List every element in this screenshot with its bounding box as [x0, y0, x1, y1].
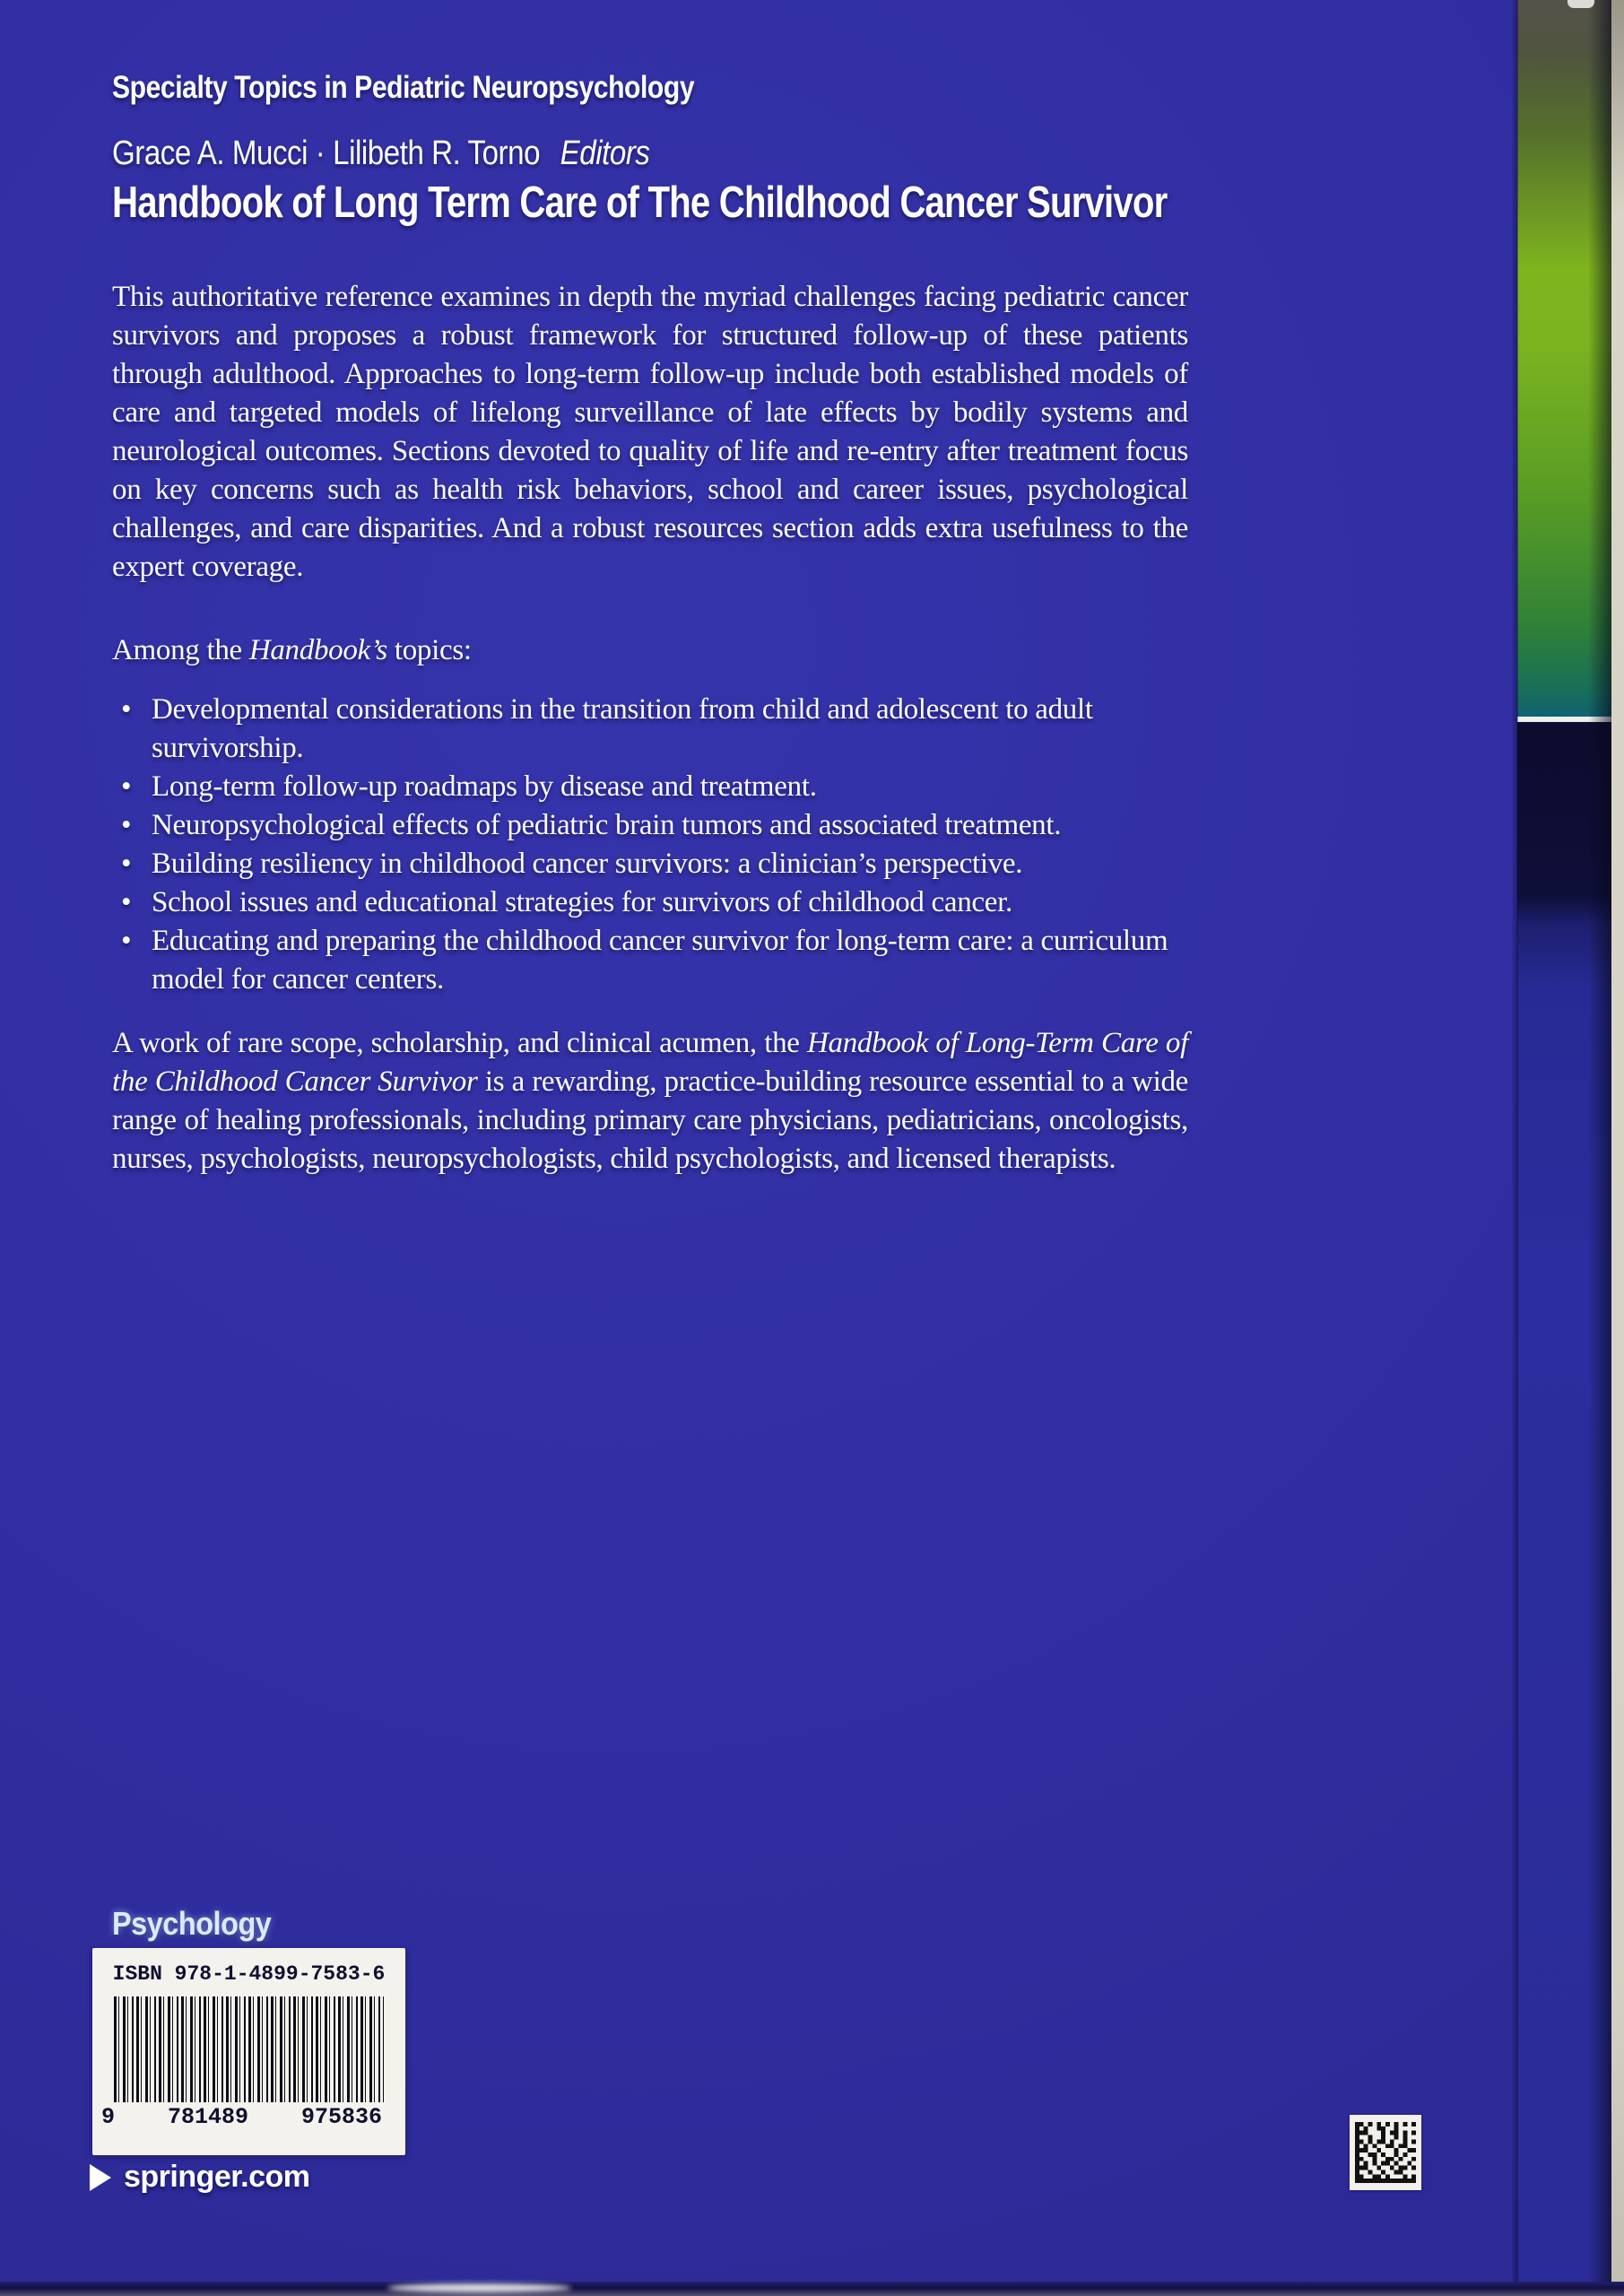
page-edge-cream-band [1611, 0, 1624, 2296]
barcode-digit-group: 975836 [300, 2104, 382, 2130]
barcode-digits [92, 2102, 405, 2130]
closing-paragraph [112, 1024, 1188, 1178]
topics-intro-prefix: Among the [112, 634, 249, 666]
book-bottom-edge [0, 2282, 1624, 2296]
series-title: Specialty Topics in Pediatric Neuropsychology [112, 70, 695, 105]
barcode-digit-group: 9 [101, 2104, 116, 2130]
topic-item: • Building resiliency in childhood cancer survivors: a clinician’s perspective. [112, 845, 1197, 883]
topics-intro [112, 631, 1188, 670]
cover-spine-crease [1512, 0, 1518, 2296]
isbn-barcode-label [92, 1948, 405, 2155]
topics-intro-handbook: Handbook’s [248, 634, 387, 666]
topic-item: • Educating and preparing the childhood cancer survivor for long-term care: a curriculum model for cancer centers. [112, 922, 1197, 999]
right-edge-shadow [1588, 0, 1611, 2296]
publisher-url: springer.com [124, 2160, 310, 2194]
closing-book-title: Handbook of Long-Term Care of the Childhood Cancer Survivor [112, 1027, 1188, 1098]
bottom-edge-glare [387, 2283, 571, 2292]
topic-item: • Neuropsychological effects of pediatric brain tumors and associated treatment. [112, 806, 1197, 845]
topic-item: • Developmental considerations in the transition from child and adolescent to adult survivorship. [112, 691, 1197, 768]
triangle-icon [90, 2164, 111, 2191]
topic-item: • School issues and educational strategies for survivors of childhood cancer. [112, 883, 1197, 922]
subject-category: Psychology [112, 1905, 272, 1942]
barcode-digit-group: 781489 [167, 2104, 248, 2130]
spine-glare [1568, 0, 1594, 8]
book-title: Handbook of Long Term Care of The Childhood Cancer Survivor [112, 178, 1168, 227]
datamatrix-code-icon [1350, 2115, 1421, 2190]
closing-prefix: A work of rare scope, scholarship, and clinical acumen, the [112, 1027, 807, 1059]
topic-item: • Long-term follow-up roadmaps by disease and treatment. [112, 768, 1197, 806]
isbn-number: ISBN 978-1-4899-7583-6 [112, 1962, 386, 1986]
editors-role-label: Editors [560, 135, 650, 172]
closing-suffix: is a rewarding, practice-building resource essential to a wide range of healing professionals, including primary care physicians, pediatricians, oncologists, nurses, psychologists, neuropsychologists, child psychologists, and licensed therapists. [112, 1065, 1188, 1175]
topics-intro-suffix: topics: [386, 634, 472, 666]
synopsis-paragraph: This authoritative reference examines in depth the myriad challenges facing pediatric cancer survivors and proposes a robust framework for structured follow-up of these patients through adulthood. Approaches to long-term follow-up include both established models of care and targeted models of lifelong surveillance of late effects by bodily systems and neurological outcomes. Sections devoted to quality of life and re-entry after treatment focus on key concerns such as health risk behaviors, school and career issues, psychological challenges, and care disparities. And a robust resources section adds extra usefulness to the expert coverage. [112, 281, 1188, 583]
ean-barcode [114, 1996, 384, 2102]
publisher-link [90, 2160, 310, 2195]
editors-names: Grace A. Mucci · Lilibeth R. Torno [112, 135, 541, 172]
topics-list [112, 691, 1197, 999]
editors-line [112, 135, 650, 173]
